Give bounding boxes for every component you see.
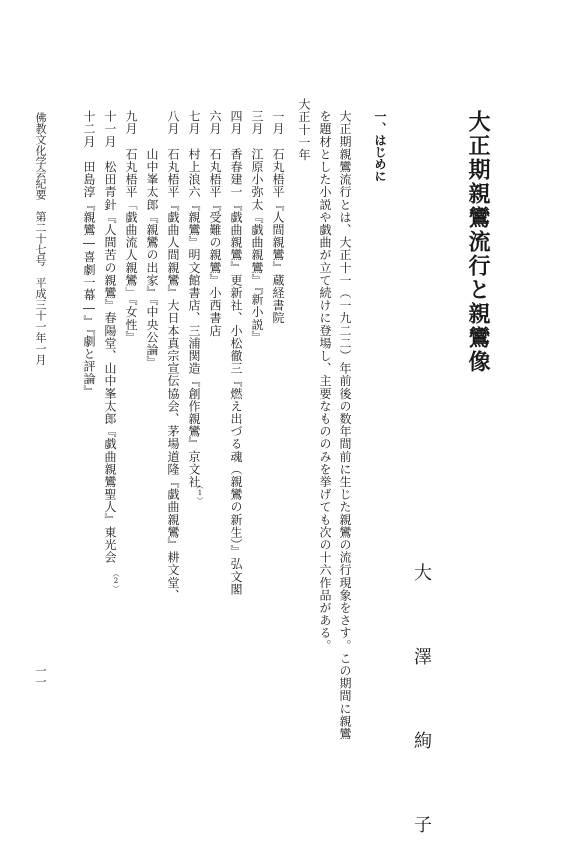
- work-line-sep: 九月 石丸梧平「戯曲流人親鸞」『女性』: [124, 110, 138, 344]
- year-label: 大正十一年: [297, 98, 311, 161]
- work-line-aug-cont: 山中峯太郎『親鸞の出家』『中央公論』: [145, 110, 159, 369]
- note-marker-2: （2）: [112, 570, 120, 592]
- article-title: 大正期親鸞流行と親鸞像: [465, 110, 491, 374]
- note-marker-1: （1）: [196, 482, 204, 504]
- work-line-nov: 十一月 松田青針『人間苦の親鸞』春陽堂、山中峯太郎『戯曲親鸞聖人』東光会: [103, 110, 117, 564]
- work-line-mar: 三月 江原小弥太『戯曲親鸞』『新小説』: [250, 110, 264, 344]
- work-line-apr: 四月 香春建一『戯曲親鸞』更新社、小松徹三『燃え出づる魂（親鸞の新生）』弘文閣: [229, 110, 243, 596]
- paragraph-line-2: を題材とした小説や戯曲が立て続けに登場し、主要なもののみを挙げても次の十六作品がある。: [318, 110, 332, 652]
- page-number: 一一: [34, 665, 47, 687]
- work-line-jul: 七月 村上浪六『親鸞』明文館書店、三浦関造『創作親鸞』京文社: [187, 110, 201, 488]
- work-line-dec: 十二月 田島淳『親鸞―喜劇一幕―』『劇と評論』: [82, 110, 96, 398]
- work-line-jan: 一月 石丸梧平『人間親鸞』蔵経書院: [271, 110, 285, 325]
- work-line-aug: 八月 石丸梧平『戯曲人間親鸞』大日本真宗宣伝協会、茅場道隆『戯曲親鸞』耕文堂、: [166, 110, 180, 602]
- journal-footer: 佛教文化学会紀要 第二十七号 平成三十一年一月: [34, 112, 47, 365]
- section-heading: 一、はじめに: [373, 110, 387, 182]
- paragraph-line-1: 大正期親鸞流行とは、大正十一（一九二二）年前後の数年間前に生じた親鸞の流行現象をさす。この期間に親鸞: [338, 110, 352, 740]
- author-name: 大 澤 絢 子: [411, 563, 432, 857]
- work-line-jun: 六月 石丸梧平『受難の親鸞』小西書店: [208, 110, 222, 337]
